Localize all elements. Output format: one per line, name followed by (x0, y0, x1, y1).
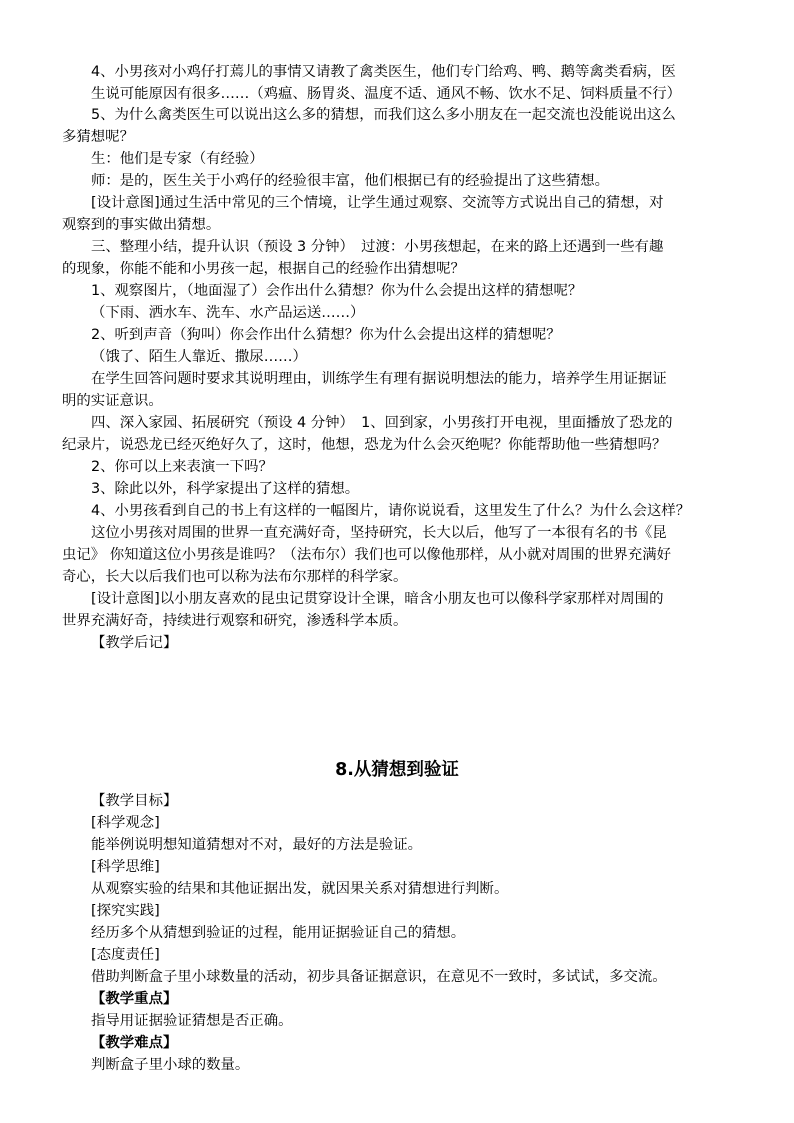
section-4-question-2: 2、你可以上来表演一下吗？ (91, 459, 273, 475)
attitude-responsibility-text: 借助判断盒子里小球数量的活动，初步具备证据意识，在意见不一致时，多试试，多交流。 (91, 969, 667, 985)
question-2: 2、听到声音（狗叫）你会作出什么猜想？你为什么会提出这样的猜想呢？ (91, 327, 561, 343)
design-intent-1-line-2: 观察到的事实做出猜想。 (62, 217, 221, 233)
science-thinking-text: 从观察实验的结果和其他证据出发，就因果关系对猜想进行判断。 (91, 881, 509, 897)
question-1-answer: （下雨、洒水车、洗车、水产品运送……） (91, 305, 365, 321)
science-thinking-heading: [科学思维] (91, 859, 160, 875)
teaching-difficulty-text: 判断盒子里小球的数量。 (91, 1057, 250, 1073)
teaching-key-heading: 【教学重点】 (91, 991, 178, 1007)
para-5-line-1: 5、为什么禽类医生可以说出这么多的猜想，而我们这么多小朋友在一起交流也没能说出这么 (91, 107, 676, 123)
section-3-line-2: 的现象，你能不能和小男孩一起，根据自己的经验作出猜想呢？ (62, 261, 465, 277)
question-2-answer: （饿了、陌生人靠近、撒尿……） (91, 349, 307, 365)
para-4-line-2: 生说可能原因有很多……（鸡瘟、肠胃炎、温度不适、通风不畅、饮水不足、饲料质量不行） (91, 86, 682, 102)
para-5-line-2: 多猜想呢？ (62, 129, 134, 145)
section-4-question-4: 4、小男孩看到自己的书上有这样的一幅图片，请你说说看，这里发生了什么？为什么会这样？ (91, 503, 691, 519)
inquiry-practice-text: 经历多个从猜想到验证的过程，能用证据验证自己的猜想。 (91, 925, 466, 941)
design-intent-1-line-1: [设计意图]通过生活中常见的三个情境，让学生通过观察、交流等方式说出自己的猜想，对 (91, 195, 664, 211)
fabre-line-3: 奇心，长大以后我们也可以称为法布尔那样的科学家。 (62, 569, 408, 585)
reason-line-2: 明的实证意识。 (62, 393, 163, 409)
inquiry-practice-heading: [探究实践] (91, 903, 160, 919)
design-intent-2-line-2: 世界充满好奇，持续进行观察和研究，渗透科学本质。 (62, 613, 408, 629)
design-intent-2-line-1: [设计意图]以小朋友喜欢的昆虫记贯穿设计全课，暗含小朋友也可以像科学家那样对周围的 (91, 591, 664, 607)
para-4-line-1: 4、小男孩对小鸡仔打蔫儿的事情又请教了禽类医生，他们专门给鸡、鸭、鹅等禽类看病，医 (91, 64, 676, 80)
section-4-question-3: 3、除此以外，科学家提出了这样的猜想。 (91, 481, 360, 497)
teaching-goals-heading: 【教学目标】 (91, 793, 178, 809)
attitude-responsibility-heading: [态度责任] (91, 947, 160, 963)
section-4-line-2: 纪录片，说恐龙已经灭绝好久了，这时，他想，恐龙为什么会灭绝呢？你能帮助他一些猜想吗？ (62, 437, 667, 453)
science-concept-heading: [科学观念] (91, 815, 160, 831)
teaching-difficulty-heading: 【教学难点】 (91, 1035, 178, 1051)
teacher-response: 师：是的，医生关于小鸡仔的经验很丰富，他们根据已有的经验提出了这些猜想。 (91, 173, 610, 189)
teaching-key-text: 指导用证据验证猜想是否正确。 (91, 1013, 293, 1029)
section-4-line-1: 四、深入家园、拓展研究（预设 4 分钟） 1、回到家，小男孩打开电视，里面播放了恐龙的 (91, 415, 673, 431)
student-answer: 生：他们是专家（有经验） (91, 151, 264, 167)
reason-line-1: 在学生回答问题时要求其说明理由，训练学生有理有据说明想法的能力，培养学生用证据证 (91, 371, 667, 387)
fabre-line-1: 这位小男孩对周围的世界一直充满好奇，坚持研究，长大以后，他写了一本很有名的书《昆 (91, 525, 667, 541)
fabre-line-2: 虫记》 你知道这位小男孩是谁吗？（法布尔）我们也可以像他那样，从小就对周围的世界充满好 (62, 547, 671, 563)
lesson-title: 8.从猜想到验证 (335, 760, 459, 780)
teaching-postscript-heading: 【教学后记】 (91, 635, 178, 651)
science-concept-text: 能举例说明想知道猜想对不对，最好的方法是验证。 (91, 837, 422, 853)
section-3-line-1: 三、整理小结，提升认识（预设 3 分钟） 过渡：小男孩想起，在来的路上还遇到一些有趣 (91, 239, 664, 255)
question-1: 1、观察图片，（地面湿了）会作出什么猜想？你为什么会提出这样的猜想呢？ (91, 283, 583, 299)
